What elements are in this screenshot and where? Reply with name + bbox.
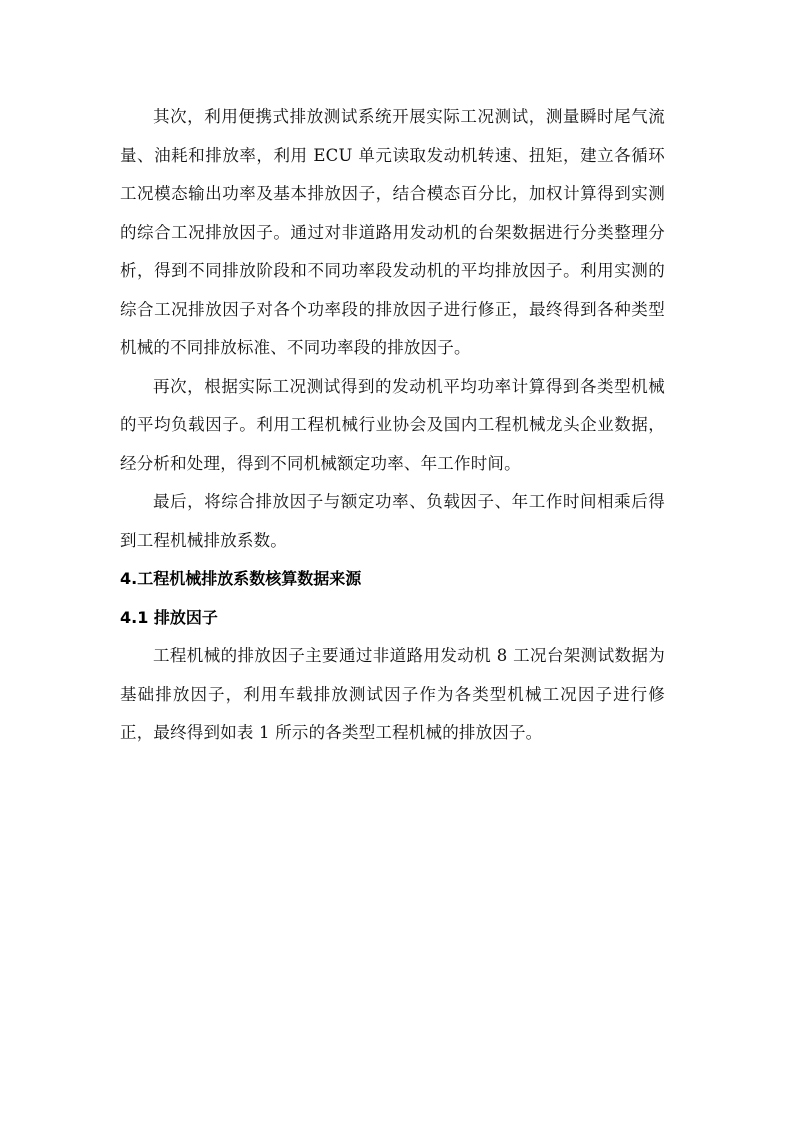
paragraph-second: 其次，利用便携式排放测试系统开展实际工况测试，测量瞬时尾气流量、油耗和排放率，利用 ECU 单元读取发动机转速、扭矩，建立各循环工况模态输出功率及基本排放因子，结合模态百分比，加权计算得到实测的综合工况排放因子。通过对非道路用发动机的台架数据进行分类整理分析，得到不同排放阶段和不同功率段发动机的平均排放因子。利用实测的综合工况排放因子对各个功率段的排放因子进行修正，最终得到各种类型机械的不同排放标准、不同功率段的排放因子。 xyxy=(120,107,665,357)
paragraph-third: 再次，根据实际工况测试得到的发动机平均功率计算得到各类型机械的平均负载因子。利用工程机械行业协会及国内工程机械龙头企业数据，经分析和处理，得到不同机械额定功率、年工作时间。 xyxy=(120,376,665,473)
document-body xyxy=(120,98,665,753)
subsection-heading: 4.1 排放因子 xyxy=(120,607,218,627)
paragraph-finally: 最后，将综合排放因子与额定功率、负载因子、年工作时间相乘后得到工程机械排放系数。 xyxy=(120,492,665,550)
paragraph-emission-factor: 工程机械的排放因子主要通过非道路用发动机 8 工况台架测试数据为基础排放因子，利用车载排放测试因子作为各类型机械工况因子进行修正，最终得到如表 1 所示的各类型工程机械的排放因子。 xyxy=(120,646,665,742)
section-heading: 4.工程机械排放系数核算数据来源 xyxy=(120,569,362,588)
